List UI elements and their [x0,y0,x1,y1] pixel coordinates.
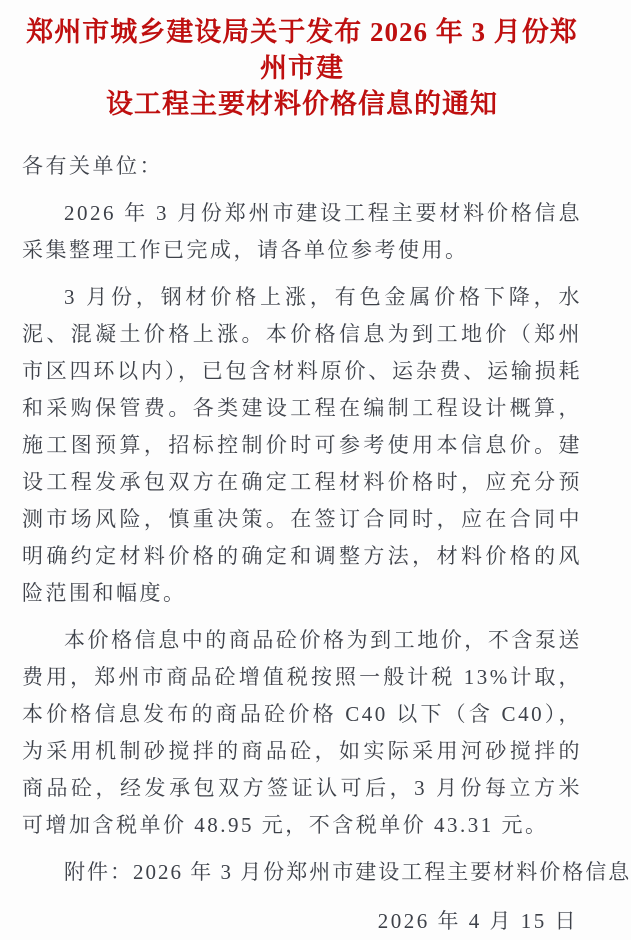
salutation: 各有关单位： [22,154,163,178]
notice-title-line-2: 设工程主要材料价格信息的通知 [106,89,498,119]
notice-title [22,14,582,122]
attachment-line: 附件：2026 年 3 月份郑州市建设工程主要材料价格信息 [64,860,631,884]
paragraph-concrete-price-notes: 本价格信息中的商品砼价格为到工地价，不含泵送费用，郑州市商品砼增值税按照一般计税 13%计取，本价格信息发布的商品砼价格 C40 以下（含 C40），为采用机制砂搅拌的商品砼，如实际采用河砂搅拌的商品砼，经发承包双方签证认可后，3 月份每立方米可增加含税单价 48.95 元，不含税单价 43.31 元。 [22,628,582,837]
notice-title-line-1: 郑州市城乡建设局关于发布 2026 年 3 月份郑州市建 [26,17,578,83]
date-line: 2026 年 4 月 15 日 [377,909,578,933]
paragraph-price-trend-and-scope: 3 月份，钢材价格上涨，有色金属价格下降，水泥、混凝土价格上涨。本价格信息为到工地价（郑州市区四环以内），已包含材料原价、运杂费、运输损耗和采购保管费。各类建设工程在编制工程设计概算，施工图预算，招标控制价时可参考使用本信息价。建设工程发承包双方在确定工程材料价格时，应充分预测市场风险，慎重决策。在签订合同时，应在合同中明确约定材料价格的确定和调整方法，材料价格的风险范围和幅度。 [22,285,582,605]
paragraph-collection-complete: 2026 年 3 月份郑州市建设工程主要材料价格信息采集整理工作已完成，请各单位参考使用。 [22,201,582,262]
